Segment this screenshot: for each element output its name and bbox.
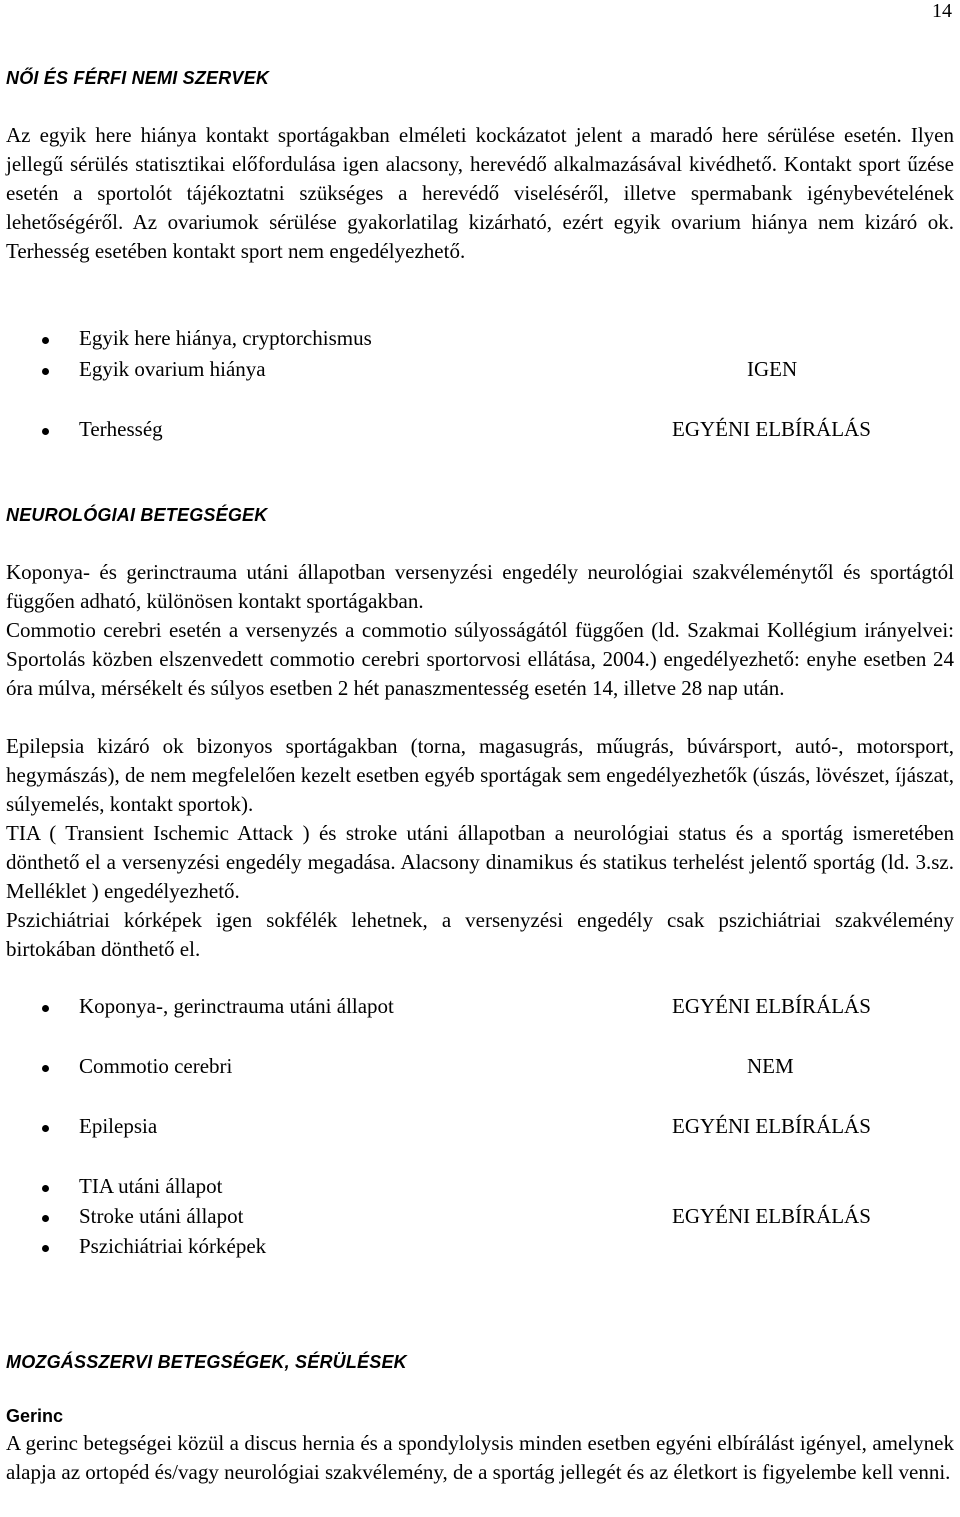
- page-number: 14: [932, 0, 952, 22]
- bullet-icon: [42, 1185, 49, 1192]
- item-verdict: EGYÉNI ELBÍRÁLÁS: [672, 1204, 871, 1228]
- bullet-icon: [42, 337, 49, 344]
- item-verdict: IGEN: [747, 357, 798, 381]
- bullet-icon: [42, 1005, 49, 1012]
- item-verdict: EGYÉNI ELBÍRÁLÁS: [672, 1114, 871, 1138]
- item-label: Pszichiátriai kórképek: [79, 1234, 267, 1258]
- musculo-paragraph: A gerinc betegségei közül a discus hernia és a spondylolysis minden esetben egyéni elbírálást igényel, amelynek alapja az ortopéd és/vagy neurológiai szakvélemény, de a sportág jellegét és az életkort is figyelembe kell venni.: [6, 1431, 954, 1484]
- item-label: Egyik ovarium hiánya: [79, 357, 266, 381]
- section-heading-neuro: NEUROLÓGIAI BETEGSÉGEK: [6, 505, 268, 525]
- section-heading-genital: NŐI ÉS FÉRFI NEMI SZERVEK: [6, 68, 270, 88]
- item-verdict: NEM: [747, 1054, 794, 1078]
- section-heading-musculo: MOZGÁSSZERVI BETEGSÉGEK, SÉRÜLÉSEK: [6, 1352, 407, 1372]
- neuro-paragraph-psych: Pszichiátriai kórképek igen sokfélék lehetnek, a versenyzési engedély csak pszichiátriai szakvélemény birtokában dönthető el.: [6, 908, 954, 961]
- item-label: TIA utáni állapot: [79, 1174, 223, 1198]
- list-item: [0, 994, 960, 1024]
- neuro-paragraph-epilepsia: Epilepsia kizáró ok bizonyos sportágakban (torna, magasugrás, műugrás, búvársport, autó-, motorsport, hegymászás), de nem megfelelően kezelt esetben egyéb sportágak sem engedélyezhetők (úszás, lövészet, íjászat, súlyemelés, kontakt sportok).: [6, 734, 954, 816]
- bullet-icon: [42, 1125, 49, 1132]
- item-label: Koponya-, gerinctrauma utáni állapot: [79, 994, 394, 1018]
- item-verdict: EGYÉNI ELBÍRÁLÁS: [672, 994, 871, 1018]
- list-item: [0, 1234, 960, 1264]
- neuro-paragraph-trauma: Koponya- és gerinctrauma utáni állapotban versenyzési engedély neurológiai szakvéleménytől és sportágtól függően adható, különösen kontakt sportágakban.: [6, 560, 954, 613]
- list-item: [0, 326, 960, 356]
- bullet-icon: [42, 428, 49, 435]
- neuro-paragraph-tia: TIA ( Transient Ischemic Attack ) és stroke utáni állapotban a neurológiai status és a sportág ismeretében dönthető el a versenyzési engedély megadása. Alacsony dinamikus és statikus terhelést jelentő sportág (ld. 3.sz. Melléklet ) engedélyezhető.: [6, 821, 954, 903]
- list-item: [0, 417, 960, 447]
- item-verdict: EGYÉNI ELBÍRÁLÁS: [672, 417, 871, 441]
- list-item: [0, 1174, 960, 1204]
- genital-paragraph: Az egyik here hiánya kontakt sportágakban elméleti kockázatot jelent a maradó here sérülése esetén. Ilyen jellegű sérülés statisztikai előfordulása igen alacsony, herevédő alkalmazásával kivédhető. Kontakt sport űzése esetén a sportolót tájékoztatni szükséges a herevédő viseléséről, illetve spermabank igénybevételének lehetőségéről. Az ovariumok sérülése gyakorlatilag kizárható, ezért egyik ovarium hiánya nem kizáró ok. Terhesség esetében kontakt sport nem engedélyezhető.: [6, 123, 954, 263]
- item-label: Egyik here hiánya, cryptorchismus: [79, 326, 372, 350]
- subheading-gerinc: Gerinc: [6, 1406, 64, 1426]
- list-item: [0, 1204, 960, 1234]
- list-item: [0, 1054, 960, 1084]
- bullet-icon: [42, 368, 49, 375]
- item-label: Commotio cerebri: [79, 1054, 233, 1078]
- list-item: [0, 1114, 960, 1144]
- bullet-icon: [42, 1215, 49, 1222]
- bullet-icon: [42, 1245, 49, 1252]
- item-label: Stroke utáni állapot: [79, 1204, 244, 1228]
- bullet-icon: [42, 1065, 49, 1072]
- list-item: [0, 357, 960, 387]
- item-label: Terhesség: [79, 417, 163, 441]
- item-label: Epilepsia: [79, 1114, 158, 1138]
- neuro-paragraph-commotio: Commotio cerebri esetén a versenyzés a commotio súlyosságától függően (ld. Szakmai Kollégium irányelvei: Sportolás közben elszenvedett commotio cerebri sportorvosi ellátása, 2004.) engedélyezhető: enyhe esetben 24 óra múlva, mérsékelt és súlyos esetben 2 hét panaszmentesség esetén 14, illetve 28 nap után.: [6, 618, 954, 700]
